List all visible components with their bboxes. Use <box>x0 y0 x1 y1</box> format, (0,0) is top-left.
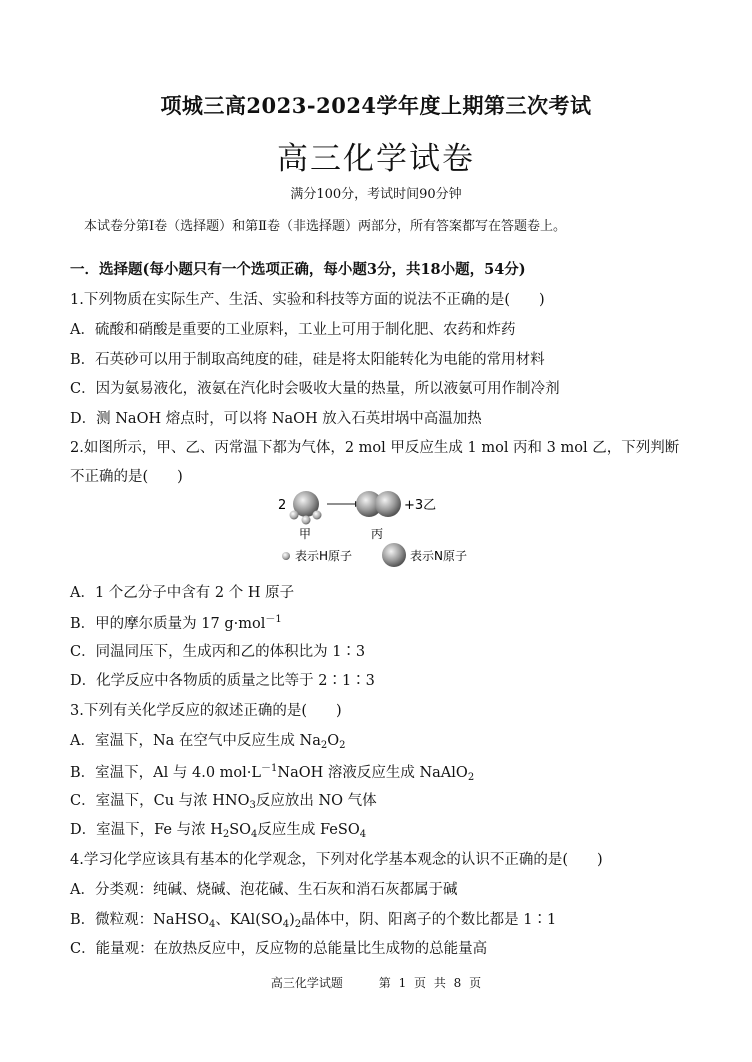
q3-option-b: B．室温下，Al 与 4.0 $mol\cdot L^{-1}NaOH$ 溶液反应生成 NaAlO$_2$ <box>70 763 475 783</box>
score-info: 满分100分，考试时间90分钟 <box>290 187 462 202</box>
q4-stem: 4.学习化学应该具有基本的化学观念，下列对化学基本观念的认识不正确的是( ) <box>70 852 603 868</box>
q1-option-b: B．石英砂可以用于制取高纯度的硅，硅是将太阳能转化为电能的常用材料 <box>70 352 545 368</box>
exam-title: 项城三高2023-2024学年度上期第三次考试 <box>160 93 592 118</box>
subject-title: 高三化学试卷 <box>277 141 475 177</box>
q1-option-d: D．测 NaOH 熔点时，可以将 NaOH 放入石英坩埚中高温加热 <box>70 411 482 427</box>
q4-option-b: B．微粒观：NaHSO$_4$、$KAl(SO_4)_2$晶体中，阴、阳离子的个数比都是 1∶1 <box>70 912 557 930</box>
q1-stem: 1.下列物质在实际生产、生活、实验和科技等方面的说法不正确的是( ) <box>70 292 545 308</box>
legend-n-label: 表示N原子 <box>410 549 467 563</box>
figure-label-bing: 丙 <box>371 527 384 541</box>
q3-option-c: C．室温下，Cu 与浓 $HNO_3$反应放出 NO 气体 <box>70 793 377 811</box>
footer-subject: 高三化学试题 <box>270 976 343 990</box>
q1-option-c: C．因为氨易液化，液氨在汽化时会吸收大量的热量，所以液氨可用作制冷剂 <box>70 381 560 397</box>
figure-label-jia: 甲 <box>299 527 312 541</box>
legend-h-atom <box>282 552 290 560</box>
legend-h-label: 表示H原子 <box>295 549 353 563</box>
q4-option-c: C．能量观：在放热反应中，反应物的总能量比生成物的总能量高 <box>70 941 488 957</box>
q2-option-c: C．同温同压下，生成丙和乙的体积比为 1∶3 <box>70 644 366 660</box>
q2-stem-line1: 2.如图所示，甲、乙、丙常温下都为气体，2 mol 甲反应生成 1 mol 丙和 3 mol 乙，下列判断 <box>70 440 680 456</box>
figure-label-right: +3乙 <box>404 498 437 513</box>
q2-option-b: B．甲的摩尔质量为 17 g·mol$^{-1}$ <box>70 614 282 632</box>
exam-intro: 本试卷分第Ⅰ卷（选择题）和第Ⅱ卷（非选择题）两部分，所有答案都写在答题卷上。 <box>84 219 566 234</box>
footer-page-number: 第 1 页 共 8 页 <box>378 976 482 990</box>
molecule-figure <box>270 486 500 572</box>
q3-stem: 3.下列有关化学反应的叙述正确的是( ) <box>70 703 342 719</box>
legend-n-atom <box>382 543 406 567</box>
nh3-molecule <box>290 491 322 525</box>
figure-coef-left: 2 <box>278 498 287 513</box>
q3-option-a: A．室温下，Na 在空气中反应生成 $Na_2O_2$ <box>70 733 346 751</box>
q4-option-a: A．分类观：纯碱、烧碱、泡花碱、生石灰和消石灰都属于碱 <box>70 882 458 898</box>
q2-option-a: A．1 个乙分子中含有 2 个 H 原子 <box>70 585 295 601</box>
q2-stem-line2: 不正确的是( ) <box>70 469 183 485</box>
n2-molecule <box>356 491 401 517</box>
h-atom <box>313 511 322 520</box>
q1-option-a: A．硫酸和硝酸是重要的工业原料，工业上可用于制化肥、农药和炸药 <box>70 322 516 338</box>
section-heading: 一．选择题(每小题只有一个选项正确，每小题3分，共18小题，54分) <box>70 261 526 278</box>
h-atom <box>302 516 311 525</box>
h-atom <box>290 511 299 520</box>
q2-option-d: D．化学反应中各物质的质量之比等于 2∶1∶3 <box>70 673 375 689</box>
n-atom <box>375 491 401 517</box>
q3-option-d: D．室温下，Fe 与浓 $H_2SO_4$反应生成 FeSO$_4$ <box>70 822 367 840</box>
page-footer <box>0 974 752 991</box>
